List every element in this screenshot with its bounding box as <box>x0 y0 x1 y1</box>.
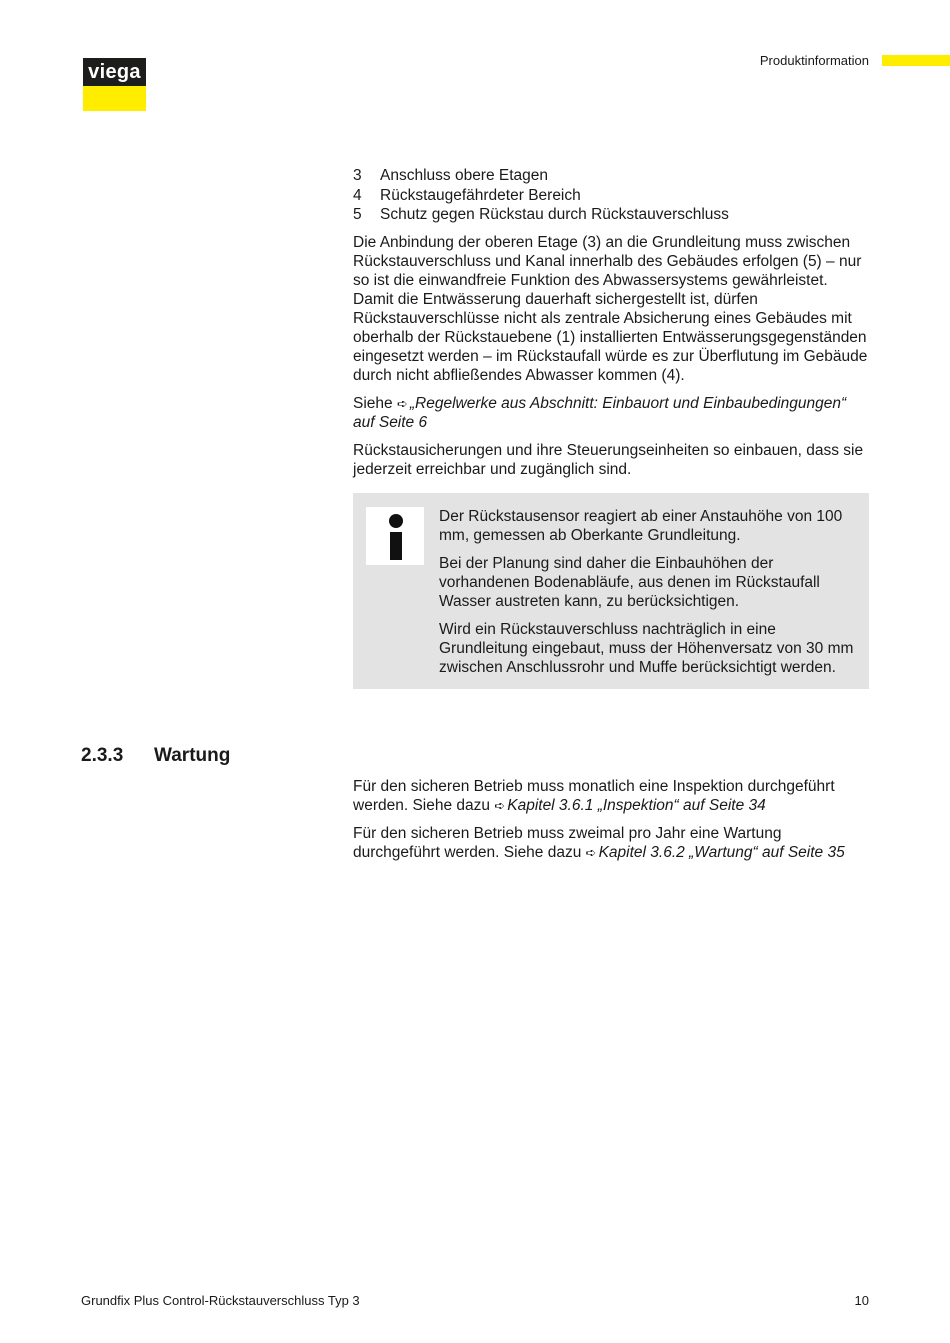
header-yellow-bar <box>882 55 950 66</box>
viega-logo <box>83 58 146 111</box>
section-number: 2.3.3 <box>81 745 124 766</box>
link-arrow-icon: ➪ <box>585 845 597 860</box>
reference-link[interactable]: Kapitel 3.6.1 „Inspektion“ auf Seite 34 <box>507 797 766 814</box>
logo-wordmark: viega <box>83 58 146 86</box>
see-reference <box>353 394 869 432</box>
reference-link[interactable]: „Regelwerke aus Abschnitt: Einbauort und Einbaubedingungen“ auf Seite 6 <box>353 395 847 431</box>
list-item-text: Rückstaugefährdeter Bereich <box>380 186 581 204</box>
link-arrow-icon: ➪ <box>396 396 408 411</box>
info-icon <box>366 507 424 565</box>
note-text <box>439 507 859 686</box>
list-item <box>353 205 869 225</box>
footer-title: Grundfix Plus Control-Rückstauverschluss Typ 3 <box>81 1293 360 1308</box>
paragraph-text: Für den sicheren Betrieb muss zweimal pro Jahr eine Wartung durchgeführt werden. Siehe dazu <box>353 825 782 861</box>
list-item <box>353 186 869 206</box>
list-item <box>353 166 869 186</box>
paragraph-text: Für den sicheren Betrieb muss monatlich eine Inspektion durchgeführt werden. Siehe dazu <box>353 778 835 814</box>
see-prefix: Siehe <box>353 395 393 412</box>
paragraph <box>353 824 869 862</box>
paragraph: Rückstausicherungen und ihre Steuerungseinheiten so einbauen, dass sie jederzeit erreichbar und zugänglich sind. <box>353 442 864 478</box>
list-item-number: 4 <box>353 186 362 204</box>
list-item-text: Schutz gegen Rückstau durch Rückstauverschluss <box>380 206 729 223</box>
note-paragraph: Bei der Planung sind daher die Einbauhöhen der vorhandenen Bodenabläufe, aus denen im Rückstaufall Wasser austreten kann, zu berücksichtigen. <box>439 555 820 610</box>
info-note <box>353 493 869 689</box>
link-arrow-icon: ➪ <box>494 798 506 813</box>
logo-yellow-block <box>83 86 146 111</box>
page-number: 10 <box>854 1293 869 1308</box>
header-label: Produktinformation <box>759 53 869 68</box>
list-item-number: 3 <box>353 167 362 184</box>
section-title: Wartung <box>154 745 231 766</box>
body-text <box>353 233 869 488</box>
list-item-number: 5 <box>353 206 362 223</box>
note-paragraph: Wird ein Rückstauverschluss nachträglich in eine Grundleitung eingebaut, muss der Höhenversatz von 30 mm zwischen Anschlussrohr und Muffe berücksichtigt werden. <box>439 621 854 676</box>
note-paragraph: Der Rückstausensor reagiert ab einer Anstauhöhe von 100 mm, gemessen ab Oberkante Grundleitung. <box>439 508 843 544</box>
paragraph <box>353 777 869 815</box>
reference-link[interactable]: Kapitel 3.6.2 „Wartung“ auf Seite 35 <box>598 844 845 861</box>
list-item-text: Anschluss obere Etagen <box>380 167 549 184</box>
paragraph: Die Anbindung der oberen Etage (3) an die Grundleitung muss zwischen Rückstauverschluss und Kanal innerhalb des Gebäudes erfolgen (5) – nur so ist die einwandfreie Funktion des Abwassersystems gewährleistet. Damit die Entwässerung dauerhaft sichergestellt ist, dürfen Rückstauverschlüsse nicht als zentrale Absicherung eines Gebäudes mit oberhalb der Rückstauebene (1) installierten Entwässerungsgegenständen eingesetzt werden – im Rückstaufall würde es zur Überflutung im Gebäude durch nicht abfließendes Abwasser kommen (4). <box>353 234 868 384</box>
section-body <box>353 777 869 871</box>
legend-list <box>353 166 869 225</box>
